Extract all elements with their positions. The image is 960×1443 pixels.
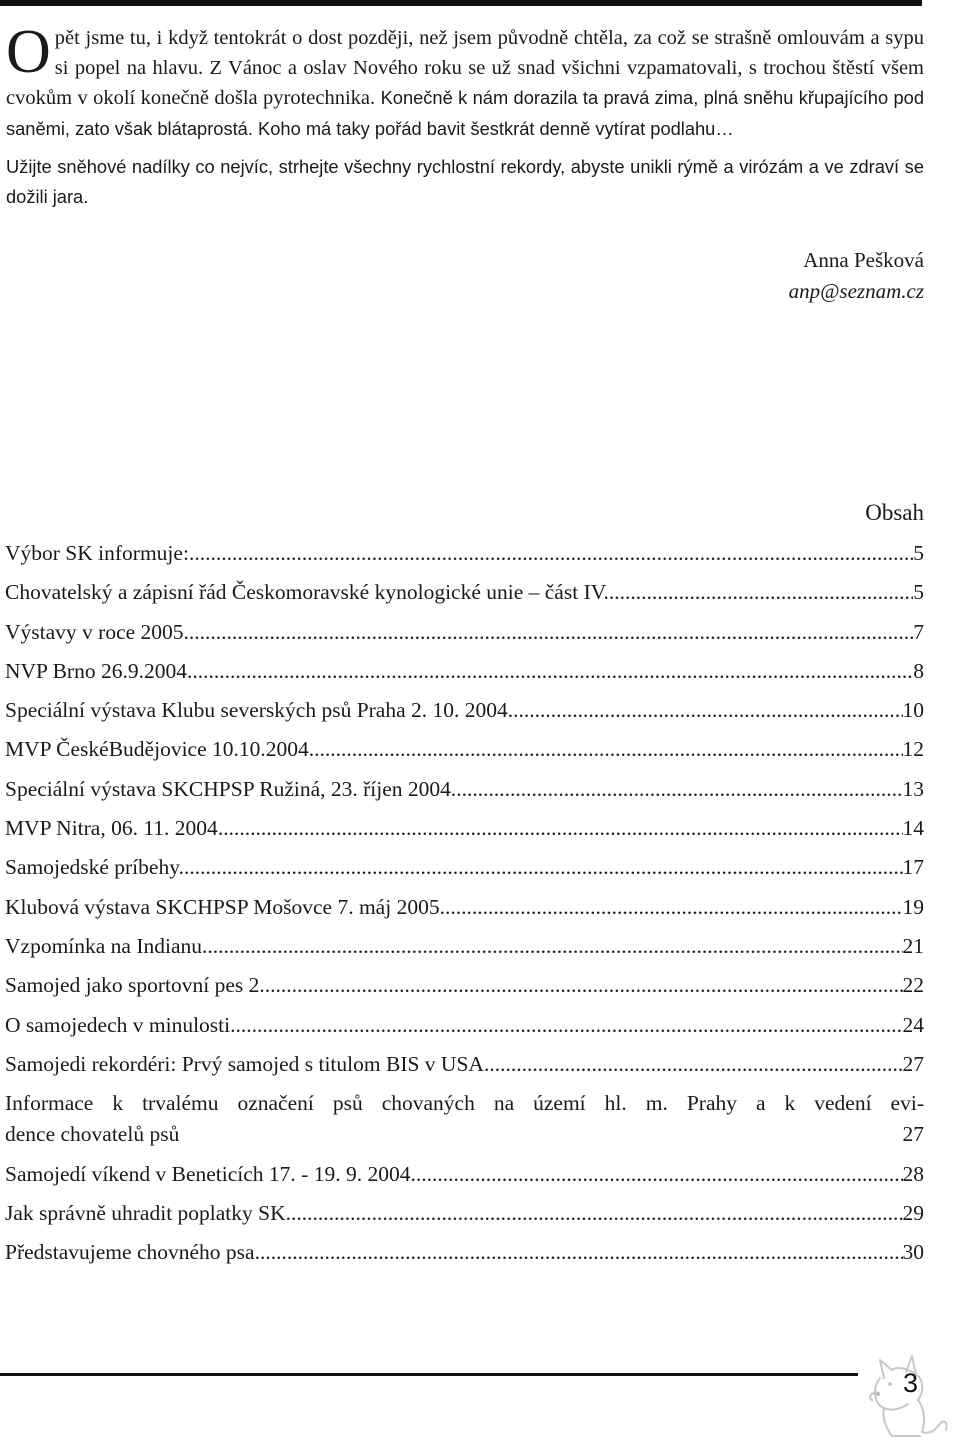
- toc-entry-title-line1: Informace k trvalému označení psů chovaných na území hl. m. Prahy a k vedení evi-: [5, 1091, 924, 1116]
- signature: [789, 245, 924, 307]
- toc-leader-dots: [484, 1052, 903, 1076]
- toc-entry[interactable]: [5, 852, 924, 891]
- toc-entry[interactable]: [5, 538, 924, 577]
- toc-entry[interactable]: [5, 695, 924, 734]
- toc-entry[interactable]: [5, 892, 924, 931]
- toc-leader-dots: [255, 1240, 903, 1264]
- table-of-contents: [5, 538, 924, 1277]
- toc-title: Obsah: [865, 500, 924, 525]
- toc-entry-title: Speciální výstava Klubu severských psů Praha 2. 10. 2004: [5, 698, 508, 723]
- toc-entry-page: 30: [902, 1240, 924, 1265]
- toc-entry-title: Samojedi rekordéri: Prvý samojed s titulom BIS v USA: [5, 1051, 484, 1076]
- toc-leader-dots: [189, 541, 913, 565]
- toc-entry[interactable]: [5, 656, 924, 695]
- toc-entry[interactable]: [5, 1088, 924, 1159]
- toc-entry[interactable]: [5, 577, 924, 616]
- toc-entry-page: 5: [913, 580, 924, 605]
- toc-leader-dots: [508, 698, 903, 722]
- toc-entry-title: Vzpomínka na Indianu: [5, 933, 203, 958]
- toc-entry-title: Výbor SK informuje:: [5, 541, 189, 565]
- toc-entry-title: Jak správně uhradit poplatky SK: [5, 1200, 286, 1225]
- toc-entry-page: 5: [913, 541, 924, 565]
- toc-leader-dots: [202, 934, 902, 958]
- intro-sentence-1: pět jsme tu, i když tentokrát o dost později, než jsem původně chtěla, za což se strašně omlouvám a sypu si popel na hlavu. Z Vánoc a oslav Nového roku se už snad všichni vzpamatovali, s trochou štěstí všem cvokům v okolí konečně došla pyrotechnika.: [6, 27, 924, 109]
- toc-leader-dots: [218, 816, 903, 840]
- toc-leader-dots: [259, 973, 902, 997]
- toc-entry-title: Samojedí víkend v Beneticích 17. - 19. 9. 2004: [5, 1161, 411, 1186]
- toc-entry[interactable]: [5, 1237, 924, 1276]
- top-rule: [0, 0, 922, 6]
- toc-entry-page: 7: [913, 619, 924, 644]
- intro-text: [6, 18, 924, 211]
- toc-entry-page: 27: [902, 1122, 924, 1147]
- toc-entry-page: 8: [913, 658, 924, 683]
- page-number: 3: [903, 1368, 919, 1398]
- toc-entry-title: MVP Nitra, 06. 11. 2004: [5, 816, 218, 841]
- toc-entry-title: Představujeme chovného psa: [5, 1240, 255, 1265]
- intro-paragraph: [6, 18, 924, 144]
- intro-paragraph-2: Užijte sněhové nadílky co nejvíc, strhejte všechny rychlostní rekordy, abyste unikli rýmě a virózám a ve zdraví se dožili jara.: [6, 156, 924, 207]
- toc-entry[interactable]: [5, 734, 924, 773]
- toc-entry-page: 14: [902, 816, 924, 841]
- toc-entry-title: Výstavy v roce 2005: [5, 619, 184, 644]
- toc-entry-page: 13: [902, 776, 924, 801]
- toc-entry-page: 10: [902, 698, 924, 723]
- toc-entry[interactable]: [5, 931, 924, 970]
- toc-entry-title: Samojedské príbehy: [5, 855, 179, 880]
- toc-entry-page: 29: [902, 1200, 924, 1225]
- toc-entry-page: 19: [902, 894, 924, 919]
- toc-leader-dots: [410, 1162, 902, 1186]
- toc-entry-title-line2: dence chovatelů psů: [5, 1122, 180, 1147]
- toc-entry-page: 24: [902, 1012, 924, 1037]
- toc-entry-title: MVP ČeskéBudějovice 10.10.2004: [5, 737, 309, 762]
- toc-entry[interactable]: [5, 1159, 924, 1198]
- toc-entry[interactable]: [5, 774, 924, 813]
- intro-sentence-2: Konečně k nám dorazila ta pravá zima, plná sněhu křupajícího pod saněmi, zato však blátaprostá.: [6, 87, 924, 139]
- toc-entry-title: Speciální výstava SKCHPSP Ružiná, 23. říjen 2004: [5, 776, 451, 801]
- toc-entry-page: 17: [902, 855, 924, 880]
- toc-entry-page: 12: [902, 737, 924, 762]
- drop-cap: O: [6, 18, 51, 86]
- bottom-rule: [0, 1373, 858, 1376]
- toc-entry-page: 27: [902, 1051, 924, 1076]
- toc-entry-page: 21: [902, 933, 924, 958]
- toc-entry[interactable]: [5, 970, 924, 1009]
- toc-leader-dots: [184, 620, 914, 644]
- toc-leader-dots: [609, 580, 913, 604]
- toc-leader-dots: [309, 737, 903, 761]
- toc-entry-title: Klubová výstava SKCHPSP Mošovce 7. máj 2005: [5, 894, 440, 919]
- toc-leader-dots: [230, 1013, 902, 1037]
- toc-entry[interactable]: [5, 617, 924, 656]
- toc-leader-dots: [451, 777, 903, 801]
- toc-entry[interactable]: [5, 1198, 924, 1237]
- toc-entry[interactable]: [5, 813, 924, 852]
- toc-entry-title: NVP Brno 26.9.2004.: [5, 658, 193, 683]
- toc-entry-page: 22: [902, 973, 924, 998]
- toc-leader-dots: [286, 1201, 903, 1225]
- toc-entry-title: O samojedech v minulosti: [5, 1012, 231, 1037]
- toc-entry-page: 28: [902, 1161, 924, 1186]
- author-name: Anna Pešková: [803, 248, 924, 272]
- intro-sentence-3: Koho má taky pořád bavit šestkrát denně vytírat podlahu…: [258, 117, 734, 139]
- toc-entry[interactable]: [5, 1010, 924, 1049]
- toc-leader-dots: [192, 659, 913, 683]
- author-email[interactable]: anp@seznam.cz: [788, 279, 924, 303]
- toc-leader-dots: [179, 855, 903, 879]
- toc-leader-dots: [440, 895, 903, 919]
- toc-entry-title: Chovatelský a zápisní řád Českomoravské kynologické unie – část IV.: [5, 580, 609, 605]
- toc-entry[interactable]: [5, 1049, 924, 1088]
- toc-entry-title: Samojed jako sportovní pes 2: [5, 973, 260, 998]
